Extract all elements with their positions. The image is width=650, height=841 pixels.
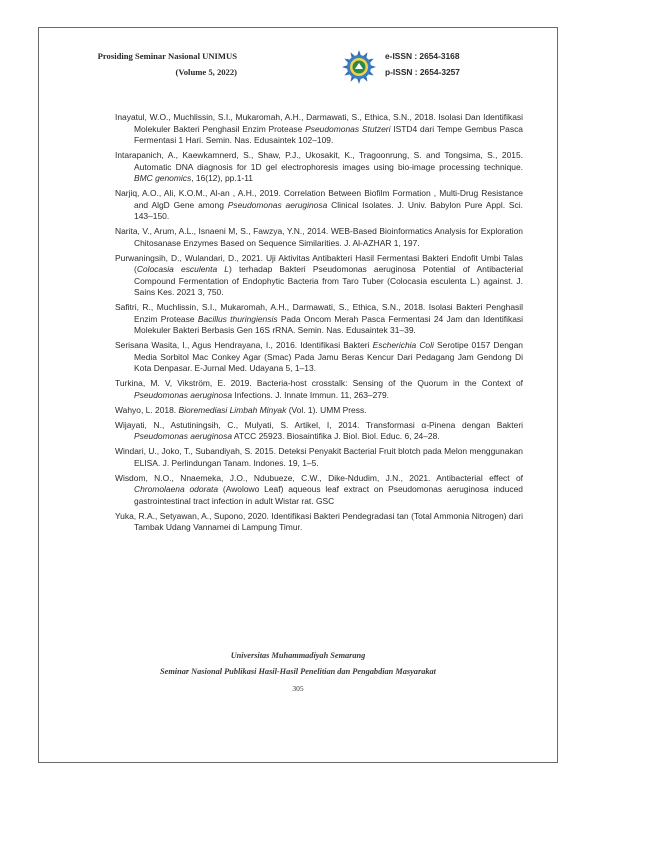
paper-page xyxy=(38,27,558,763)
page-footer xyxy=(39,648,557,698)
page-number: 305 xyxy=(292,684,304,693)
reference-text-tail: Infections. J. Innate Immun. 11, 263–279. xyxy=(232,389,390,400)
issn-block xyxy=(385,48,545,80)
reference-text: Narjiq, A.O., Ali, K.O.M., Al-an , A.H., 2019. Correlation Between Biofilm Formation , Multi-Drug Resistance and AlgD Gene among xyxy=(115,188,523,210)
reference-text-tail: ) terhadap Bakteri Pseudomonas aeruginosa Potential of Antibacterial Compound Fermentation of Endophytic Bacteria from Taro Tuber (Colocasia esculenta L.) against. J. Sains Kes. 2021 3, 750. xyxy=(134,264,523,297)
reference-text-tail: Serotipe 0157 Dengan Media Sorbitol Mac Conkey Agar (Smac) Pada Jamu Beras Kencur Dari Pedagang Jam Gendong Di Kota Denpasar. E-Jurnal Med. Udayana 5, 1–13. xyxy=(134,340,523,373)
seminar-name: Seminar Nasional Publikasi Hasil-Hasil Penelitian dan Pengabdian Masyarakat xyxy=(160,667,436,676)
reference-item xyxy=(115,405,523,417)
proceedings-name: Prosiding Seminar Nasional UNIMUS xyxy=(97,51,237,61)
reference-text-tail: , 16(12), pp.1-11 xyxy=(191,173,253,183)
reference-text-tail: (Vol. 1). UMM Press. xyxy=(286,404,367,415)
reference-text: Intarapanich, A., Kaewkamnerd, S., Shaw, P.J., Ukosakit, K., Tragoonrung, S. and Tongsima, S., 2015. Automatic DNA diagnosis for 1D gel electrophoresis images using bio-image processing technique. xyxy=(115,150,523,172)
reference-text: Safitri, R., Muchlissin, S.I., Mukaromah, A.H., Darmawati, S., Ethica, S.N., 2018. Isolasi Bakteri Penghasil Enzim Protease xyxy=(115,302,523,324)
reference-text-tail: Pada Oncom Merah Pasca Fermentasi 24 Jam dan Identifikasi Molekuler Bakteri Berbasis Gen 16S rRNA. Semin. Nas. Edusaintek 31–39. xyxy=(134,313,523,335)
reference-text-tail: ATCC 25923. Biosaintifika J. Biol. Biol. Educ. 6, 24–28. xyxy=(232,431,440,441)
reference-italic: Pseudomonas Stutzeri xyxy=(305,123,391,134)
university-name: Universitas Muhammadiyah Semarang xyxy=(230,651,366,660)
reference-text: Wijayati, N., Astutiningsih, C., Mulyati, S. Artikel, I, 2014. Transformasi α-Pinena dengan Bakteri xyxy=(115,419,523,430)
reference-item xyxy=(115,150,523,185)
reference-text: Windari, U., Joko, T., Subandiyah, S. 2015. Deteksi Penyakit Bacterial Fruit blotch pada Melon menggunakan ELISA. J. Perlindungan Tanam. Indones. 19, 1–5. xyxy=(115,446,523,468)
reference-text: Serisana Wasita, I., Agus Hendrayana, I., 2016. Identifikasi Bakteri xyxy=(115,340,373,350)
reference-italic: Pseudomonas aeruginosa xyxy=(227,199,328,210)
reference-list xyxy=(115,112,523,537)
reference-item xyxy=(115,378,523,401)
reference-text-tail: (Awolowo Leaf) aqueous leaf extract on Pseudomonas aeruginosa induced gastrointestinal tract infection in adult Wistar rat. GSC xyxy=(134,484,523,506)
reference-italic: Pseudomonas aeruginosa xyxy=(134,431,233,441)
reference-text: Purwaningsih, D., Wulandari, D., 2021. Uji Aktivitas Antibakteri Hasil Fermentasi Bakteri Endofit Umbi Talas ( xyxy=(115,252,523,274)
reference-item xyxy=(115,253,523,299)
reference-italic: Bioremediasi Limbah Minyak xyxy=(178,404,287,415)
reference-text-tail: Clinical Isolates. J. Univ. Babylon Pure Appl. Sci. 143–150. xyxy=(134,199,523,221)
reference-item xyxy=(115,473,523,508)
reference-text-tail: ISTD4 dari Tempe Gembus Pasca Fermentasi 1 Hari. Semin. Nas. Edusaintek 102–109. xyxy=(134,123,523,145)
proceedings-volume: (Volume 5, 2022) xyxy=(175,67,237,77)
reference-text: Wahyo, L. 2018. xyxy=(115,404,179,415)
reference-italic: BMC genomics xyxy=(134,173,192,183)
reference-italic: Chromolaena odorata xyxy=(134,484,219,494)
reference-text: Narita, V., Arum, A.L., Isnaeni M, S., Fawzya, Y.N., 2014. WEB-Based Bioinformatics Analysis for Exploration Chitosanase Enzymes Based on Sequence Similarities. J. Al-AZHAR 1, 197. xyxy=(115,226,523,248)
reference-item xyxy=(115,420,523,443)
reference-item xyxy=(115,446,523,469)
reference-italic: Colocasia esculenta L xyxy=(136,264,229,274)
reference-item xyxy=(115,226,523,249)
proceedings-title xyxy=(17,48,237,80)
e-issn: e-ISSN : 2654-3168 xyxy=(385,51,460,61)
p-issn: p-ISSN : 2654-3257 xyxy=(385,67,460,77)
reference-text: Turkina, M. V, Vikström, E. 2019. Bacteria-host crosstalk: Sensing of the Quorum in the Context of xyxy=(115,378,523,388)
reference-item xyxy=(115,302,523,337)
reference-italic: Pseudomonas aeruginosa xyxy=(134,389,233,400)
reference-italic: Escherichia Coli xyxy=(372,340,434,350)
reference-item xyxy=(115,188,523,223)
reference-text: Yuka, R.A., Setyawan, A., Supono, 2020. Identifikasi Bakteri Pendegradasi tan (Total Ammonia Nitrogen) dari Tambak Udang Vannamei di Lampung Timur. xyxy=(115,510,523,532)
reference-item xyxy=(115,112,523,147)
reference-text: Inayatul, W.O., Muchlissin, S.I., Mukaromah, A.H., Darmawati, S., Ethica, S.N., 2018. Isolasi Dan Identifikasi Molekuler Bakteri Penghasil Enzim Protease xyxy=(115,112,523,134)
reference-text: Wisdom, N.O., Nnaemeka, J.O., Ndubueze, C.W., Dike-Ndudim, J.N., 2021. Antibacterial effect of xyxy=(115,472,523,483)
reference-item xyxy=(115,340,523,375)
unimus-seal-icon xyxy=(341,49,377,85)
page-header xyxy=(39,48,557,94)
reference-item xyxy=(115,511,523,534)
reference-italic: Bacillus thuringiensis xyxy=(197,313,278,324)
